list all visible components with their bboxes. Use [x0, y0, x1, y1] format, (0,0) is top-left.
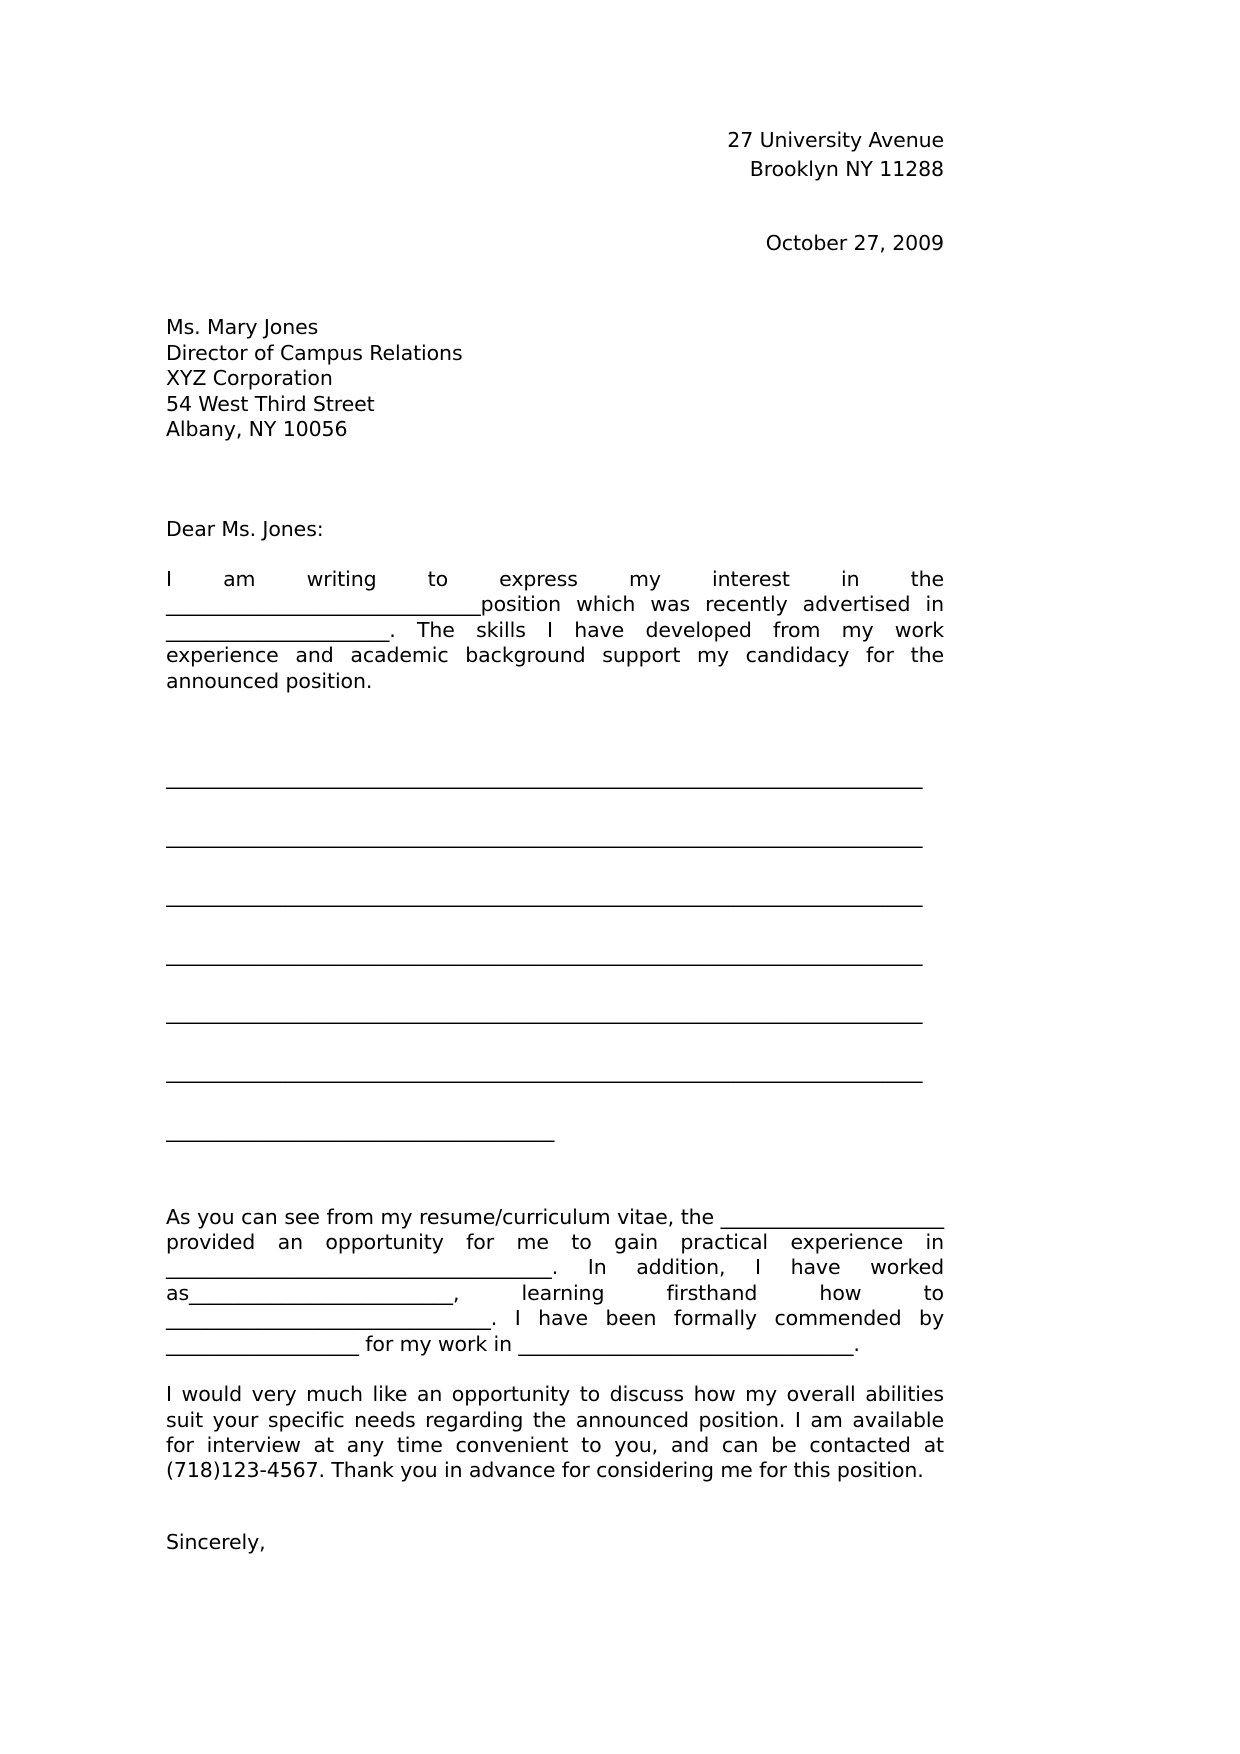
recipient-address-block: [166, 315, 944, 443]
blank-line: ____________________________________________________________________________: [166, 1059, 923, 1084]
letter-date: October 27, 2009: [765, 231, 944, 255]
blank-line: _______________________________________: [166, 1117, 555, 1142]
blank-line: ____________________________________________________________________________: [166, 765, 923, 790]
sender-address-line-1: 27 University Avenue: [727, 128, 944, 152]
complimentary-close: Sincerely,: [166, 1529, 266, 1554]
sender-address-line-2: Brooklyn NY 11288: [749, 157, 944, 181]
blank-line: ____________________________________________________________________________: [166, 823, 923, 848]
blank-fill-in-lines: [166, 729, 944, 1180]
recipient-city-state-zip: Albany, NY 10056: [166, 417, 348, 442]
paragraph-intro: I am writing to express my interest in the _______________________________position which was recently advertised in ______________________. The skills I have developed from my work experience and academic background support my candidacy for the announced position.: [166, 566, 944, 693]
blank-line: ____________________________________________________________________________: [166, 941, 923, 966]
letter-content: [166, 126, 944, 1555]
recipient-company: XYZ Corporation: [166, 366, 333, 391]
sender-address-block: [166, 126, 944, 184]
salutation: Dear Ms. Jones:: [166, 516, 324, 541]
paragraph-experience: As you can see from my resume/curriculum vitae, the ______________________ provided an opportunity for me to gain practical experience in ______________________________________. In addition, I have worked as__________________________, learning firsthand how to ________________________________. I have been formally commended by ___________________ for my work in _________________________________.: [166, 1204, 944, 1356]
blank-line: ____________________________________________________________________________: [166, 882, 923, 907]
recipient-street: 54 West Third Street: [166, 391, 375, 416]
blank-line: ____________________________________________________________________________: [166, 1000, 923, 1025]
recipient-name: Ms. Mary Jones: [166, 315, 319, 339]
recipient-title: Director of Campus Relations: [166, 340, 463, 365]
paragraph-closing-request: I would very much like an opportunity to discuss how my overall abilities suit your specific needs regarding the announced position. I am available for interview at any time convenient to you, and can be contacted at (718)123-4567. Thank you in advance for considering me for this position.: [166, 1382, 944, 1483]
